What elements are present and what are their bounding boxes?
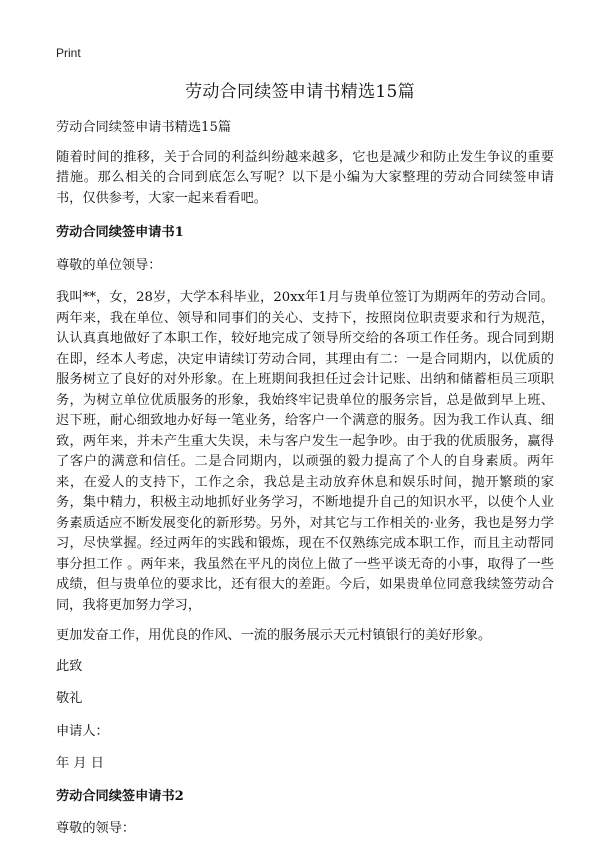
letter1-applicant: 申请人： [56,723,109,739]
intro-paragraph: 随着时间的推移，关于合同的利益纠纷越来越多，它也是减少和防止发生争议的重要措施。那么相关的合同到底怎么写呢？以下是小编为大家整理的劳动合同续签申请书，仅供参考，大家一起来看看吧。 [56,149,554,206]
letter1-heading: 劳动合同续签申请书1 [56,225,184,240]
letter1-body: 我叫**，女，28岁，大学本科毕业，20xx年1月与贵单位签订为期两年的劳动合同。两年来，我在单位、领导和同事们的关心、支持下，按照岗位职责要求和行为规范，认认真真地做好了本职工作，较好地完成了领导所交给的各项工作任务。现合同到期在即，经本人考虑，决定申请续订劳动合同，其理由有二：一是合同期内，以优质的服务树立了良好的对外形象。在上班期间我担任过会计记账、出纳和储蓄柜员三项职务，为树立单位优质服务的形象，我始终牢记贵单位的服务宗旨，总是做到早上班、迟下班，耐心细致地办好每一笔业务，给客户一个满意的服务。因为我工作认真、细致，两年来，并未产生重大失误，未与客户发生一起争吵。由于我的优质服务，赢得了客户的满意和信任。二是合同期内，以顽强的毅力提高了个人的自身素质。两年来，在爱人的支持下，工作之余，我总是主动放弃休息和娱乐时间，抛开繁琐的家务，集中精力，积极主动地抓好业务学习，不断地提升自己的知识水平，以使个人业务素质适应不断发展变化的新形势。另外，对其它与工作相关的·业务，我也是努力学习，尽快掌握。经过两年的实践和锻炼，现在不仅熟练完成本职工作，而且主动帮同事分担工作 。两年来，我虽然在平凡的岗位上做了一些平谈无奇的小事，取得了一些成绩，但与贵单位的要求比，还有很大的差距。今后，如果贵单位同意我续签劳动合同，我将更加努力学习， [56,290,554,613]
letter1-salutation: 尊敬的单位领导： [56,257,162,273]
letter2-heading: 劳动合同续签申请书2 [56,788,184,804]
article-subtitle: 劳动合同续签申请书精选15篇 [56,120,232,135]
letter1-closing-1: 此致 [56,658,83,674]
article-body [56,118,554,852]
print-link[interactable]: Print [56,46,81,60]
letter1-closing-2: 敬礼 [56,691,83,706]
page-title: 劳动合同续签申请书精选15篇 [185,82,415,102]
letter1-continuation: 更加发奋工作，用优良的作风、一流的服务展示天元村镇银行的美好形象。 [56,628,492,643]
letter2-salutation: 尊敬的领导： [56,821,136,836]
letter1-date: 年 月 日 [56,756,104,771]
